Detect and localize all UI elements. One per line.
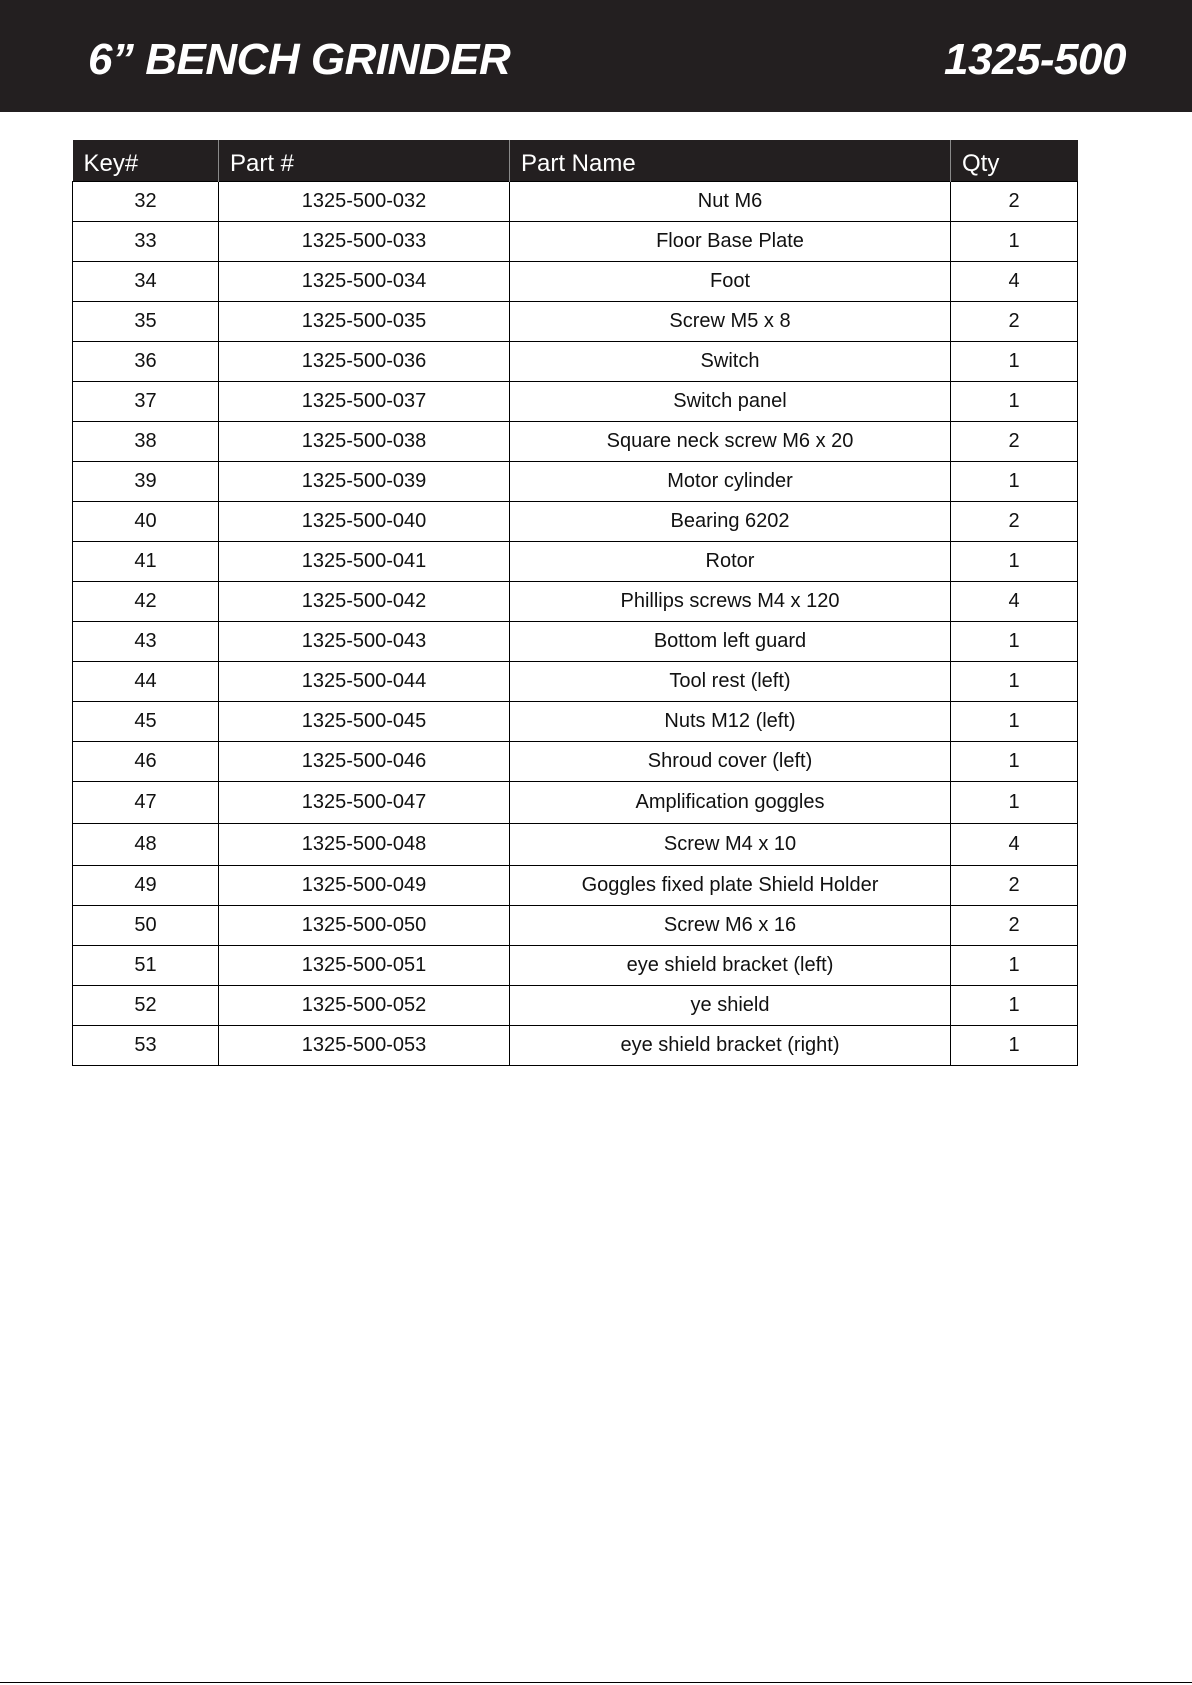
- key-cell: 45: [73, 701, 219, 741]
- key-cell: 53: [73, 1025, 219, 1065]
- part-name-cell: Screw M6 x 16: [510, 905, 951, 945]
- part-number-cell: 1325-500-038: [219, 421, 510, 461]
- key-cell: 40: [73, 501, 219, 541]
- qty-cell: 1: [951, 741, 1078, 781]
- part-number-cell: 1325-500-047: [219, 781, 510, 823]
- part-name-cell: eye shield bracket (right): [510, 1025, 951, 1065]
- column-header-part-number: Part #: [219, 140, 510, 181]
- table-row: [73, 381, 1078, 421]
- qty-cell: 1: [951, 661, 1078, 701]
- table-row: [73, 741, 1078, 781]
- part-name-cell: Nut M6: [510, 181, 951, 221]
- column-header-key: Key#: [73, 140, 219, 181]
- part-name-cell: Foot: [510, 261, 951, 301]
- table-row: [73, 341, 1078, 381]
- key-cell: 50: [73, 905, 219, 945]
- footer-divider: [0, 1682, 1192, 1683]
- qty-cell: 1: [951, 221, 1078, 261]
- key-cell: 39: [73, 461, 219, 501]
- part-name-cell: ye shield: [510, 985, 951, 1025]
- qty-cell: 4: [951, 581, 1078, 621]
- part-name-cell: Phillips screws M4 x 120: [510, 581, 951, 621]
- qty-cell: 2: [951, 865, 1078, 905]
- part-name-cell: Amplification goggles: [510, 781, 951, 823]
- part-number-cell: 1325-500-036: [219, 341, 510, 381]
- table-row: [73, 781, 1078, 823]
- qty-cell: 2: [951, 501, 1078, 541]
- part-name-cell: eye shield bracket (left): [510, 945, 951, 985]
- part-number-cell: 1325-500-040: [219, 501, 510, 541]
- qty-cell: 2: [951, 181, 1078, 221]
- key-cell: 43: [73, 621, 219, 661]
- key-cell: 49: [73, 865, 219, 905]
- key-cell: 33: [73, 221, 219, 261]
- qty-cell: 1: [951, 985, 1078, 1025]
- qty-cell: 1: [951, 701, 1078, 741]
- table-row: [73, 621, 1078, 661]
- part-name-cell: Rotor: [510, 541, 951, 581]
- part-number-cell: 1325-500-052: [219, 985, 510, 1025]
- page-title: 6” BENCH GRINDER: [88, 35, 511, 84]
- part-number-cell: 1325-500-042: [219, 581, 510, 621]
- part-name-cell: Goggles fixed plate Shield Holder: [510, 865, 951, 905]
- table-row: [73, 581, 1078, 621]
- part-number-cell: 1325-500-039: [219, 461, 510, 501]
- key-cell: 51: [73, 945, 219, 985]
- part-number-cell: 1325-500-053: [219, 1025, 510, 1065]
- part-number-cell: 1325-500-041: [219, 541, 510, 581]
- part-number-cell: 1325-500-051: [219, 945, 510, 985]
- part-number-cell: 1325-500-048: [219, 823, 510, 865]
- qty-cell: 1: [951, 341, 1078, 381]
- key-cell: 37: [73, 381, 219, 421]
- table-row: [73, 1025, 1078, 1065]
- qty-cell: 4: [951, 261, 1078, 301]
- model-number: 1325-500: [944, 35, 1126, 84]
- table-row: [73, 221, 1078, 261]
- part-number-cell: 1325-500-043: [219, 621, 510, 661]
- part-number-cell: 1325-500-035: [219, 301, 510, 341]
- table-row: [73, 541, 1078, 581]
- qty-cell: 1: [951, 461, 1078, 501]
- part-name-cell: Bottom left guard: [510, 621, 951, 661]
- part-number-cell: 1325-500-050: [219, 905, 510, 945]
- part-name-cell: Square neck screw M6 x 20: [510, 421, 951, 461]
- table-row: [73, 945, 1078, 985]
- table-row: [73, 661, 1078, 701]
- table-row: [73, 501, 1078, 541]
- table-row: [73, 823, 1078, 865]
- part-number-cell: 1325-500-034: [219, 261, 510, 301]
- key-cell: 42: [73, 581, 219, 621]
- qty-cell: 1: [951, 381, 1078, 421]
- qty-cell: 2: [951, 301, 1078, 341]
- part-number-cell: 1325-500-033: [219, 221, 510, 261]
- table-row: [73, 985, 1078, 1025]
- part-name-cell: Screw M5 x 8: [510, 301, 951, 341]
- table-row: [73, 181, 1078, 221]
- key-cell: 48: [73, 823, 219, 865]
- part-number-cell: 1325-500-032: [219, 181, 510, 221]
- table-row: [73, 701, 1078, 741]
- table-row: [73, 301, 1078, 341]
- table-row: [73, 461, 1078, 501]
- qty-cell: 4: [951, 823, 1078, 865]
- table-row: [73, 865, 1078, 905]
- key-cell: 47: [73, 781, 219, 823]
- part-number-cell: 1325-500-037: [219, 381, 510, 421]
- qty-cell: 1: [951, 541, 1078, 581]
- part-name-cell: Motor cylinder: [510, 461, 951, 501]
- part-name-cell: Floor Base Plate: [510, 221, 951, 261]
- part-name-cell: Tool rest (left): [510, 661, 951, 701]
- part-name-cell: Switch: [510, 341, 951, 381]
- part-number-cell: 1325-500-044: [219, 661, 510, 701]
- table-header-row: [73, 140, 1078, 181]
- part-name-cell: Screw M4 x 10: [510, 823, 951, 865]
- part-name-cell: Switch panel: [510, 381, 951, 421]
- key-cell: 38: [73, 421, 219, 461]
- key-cell: 46: [73, 741, 219, 781]
- key-cell: 44: [73, 661, 219, 701]
- part-number-cell: 1325-500-045: [219, 701, 510, 741]
- qty-cell: 2: [951, 421, 1078, 461]
- part-name-cell: Nuts M12 (left): [510, 701, 951, 741]
- part-name-cell: Shroud cover (left): [510, 741, 951, 781]
- qty-cell: 1: [951, 781, 1078, 823]
- key-cell: 52: [73, 985, 219, 1025]
- part-number-cell: 1325-500-046: [219, 741, 510, 781]
- column-header-qty: Qty: [951, 140, 1078, 181]
- key-cell: 32: [73, 181, 219, 221]
- key-cell: 34: [73, 261, 219, 301]
- table-row: [73, 421, 1078, 461]
- table-row: [73, 905, 1078, 945]
- key-cell: 35: [73, 301, 219, 341]
- column-header-part-name: Part Name: [510, 140, 951, 181]
- key-cell: 41: [73, 541, 219, 581]
- parts-table: [72, 140, 1078, 1066]
- header-bar: [0, 0, 1192, 112]
- part-name-cell: Bearing 6202: [510, 501, 951, 541]
- qty-cell: 2: [951, 905, 1078, 945]
- qty-cell: 1: [951, 945, 1078, 985]
- key-cell: 36: [73, 341, 219, 381]
- qty-cell: 1: [951, 621, 1078, 661]
- qty-cell: 1: [951, 1025, 1078, 1065]
- part-number-cell: 1325-500-049: [219, 865, 510, 905]
- table-row: [73, 261, 1078, 301]
